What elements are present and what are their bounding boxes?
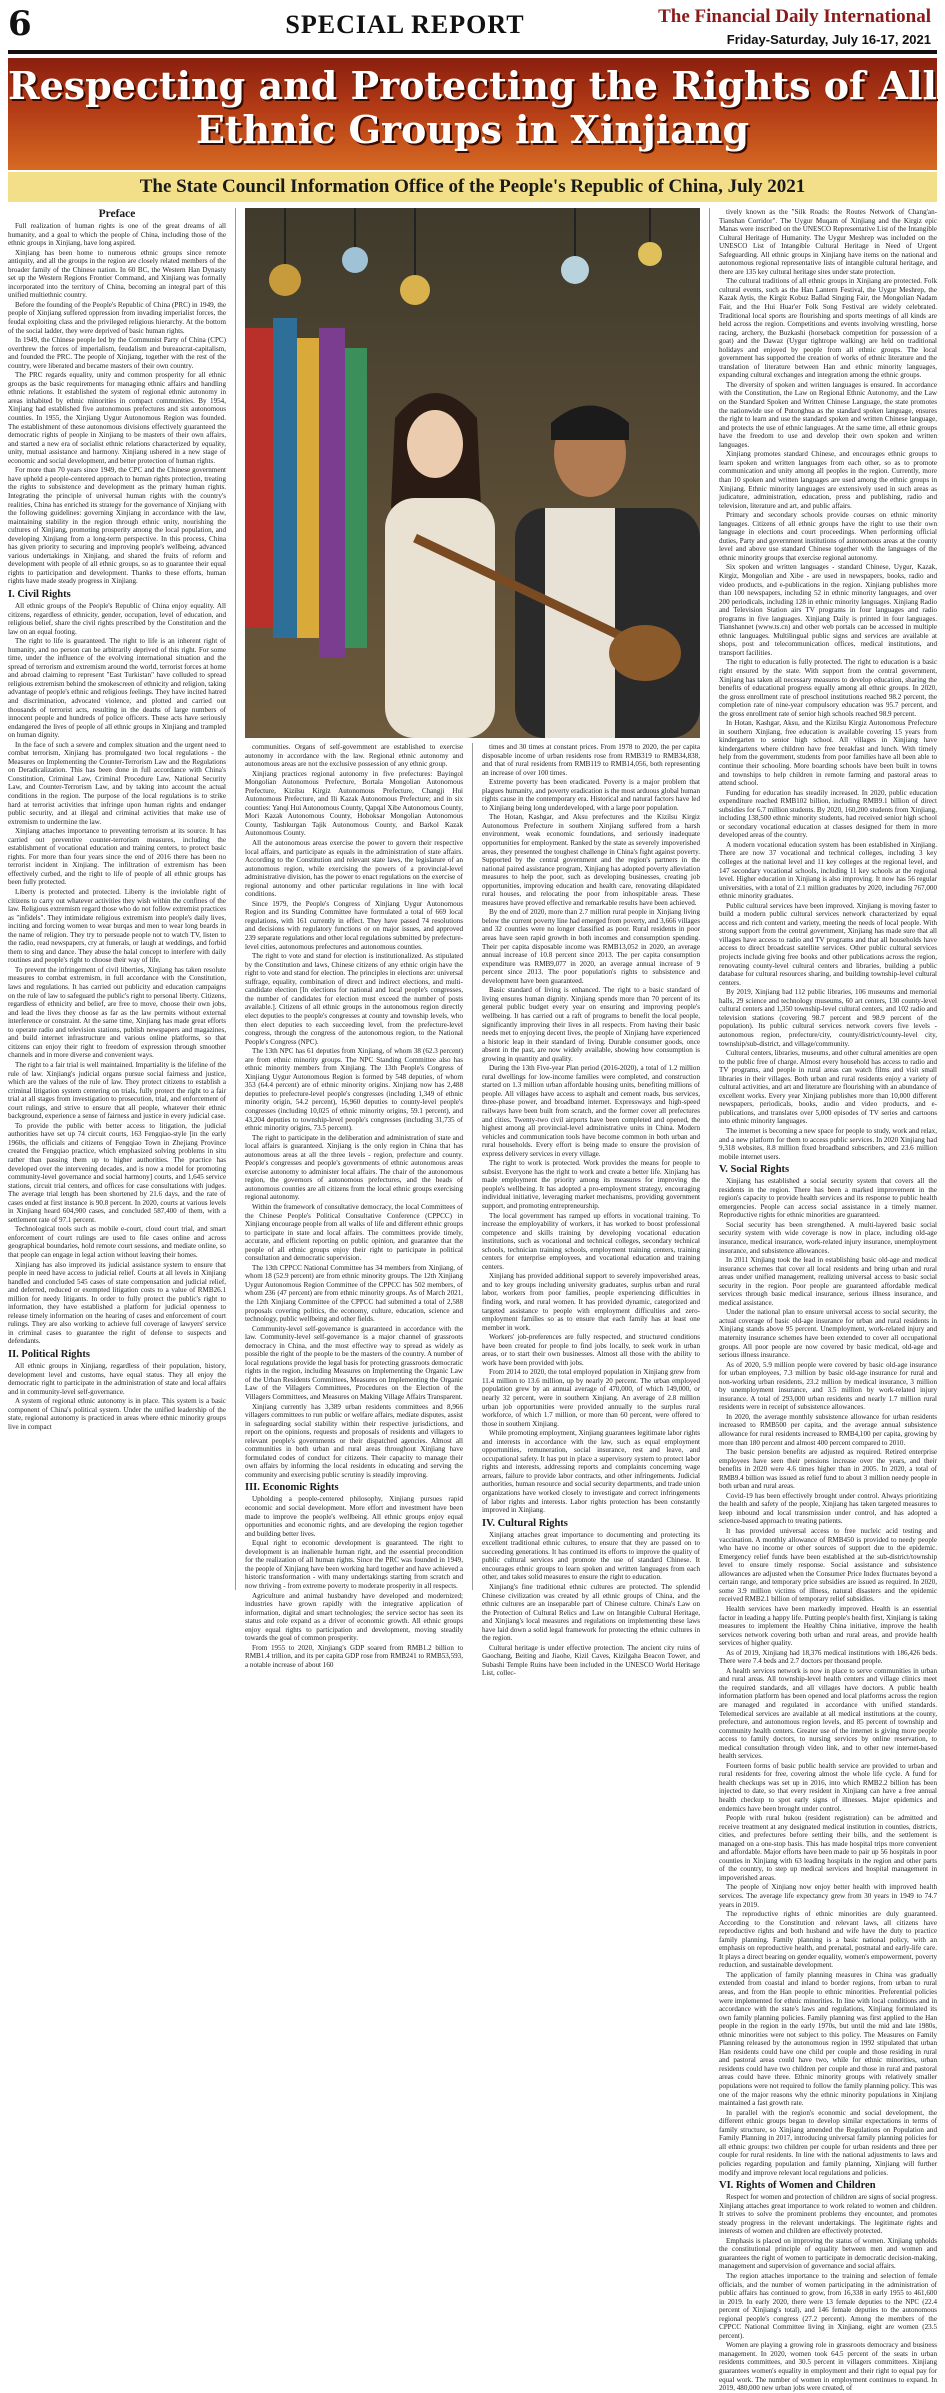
- masthead: The Financial Daily International: [658, 6, 931, 27]
- paragraph: Extreme poverty has been eradicated. Poverty is a major problem that plagues humanity, and poverty eradication is the most arduous global human rights cause in the contemporary era. Historical and natural factors have led to Xinjiang being long underdeveloped, with a large poor population.: [482, 778, 700, 812]
- paragraph: By 2019, Xinjiang had 112 public libraries, 106 museums and memorial halls, 29 science and technology museums, 60 art centers, 130 county-level cultural centers and 1,350 township-level cultural centers, and 102 radio and television stations (covering 98.7 percent and 98.9 percent of the population). Its public cultural services network covers five levels - autonomous region, prefecture/city, county/district/county-level city, township/sub-district, and village/community.: [719, 988, 937, 1048]
- paragraph: tively known as the "Silk Roads: the Routes Network of Chang'an-Tianshan Corridor". The Uygur Muqam of Xinjiang and the Kirgiz epic Manas were inscribed on the UNESCO Representative List of the Intangible Cultural Heritage of Humanity. The Uygur Meshrep was included on the UNESCO List of Intangible Cultural Heritage in Need of Urgent Safeguarding. All ethnic groups in Xinjiang have items on the national and autonomous regional representative lists of intangible cultural heritage, and there are 135 key cultural heritage sites under state protection.: [719, 208, 937, 276]
- paragraph: Liberty is protected and protected. Liberty is the inviolable right of citizens to carry out whatever activities they wish within the confines of the law. Religious extremism regard those who do not follow extremist practices as "infidels". They intimidate religious extremism into people's daily lives, inciting and forcing women to wear burqas and men to wear long beards in the name of religion. They try to persuade people not to watch TV, listen to the radio, read newspapers, cry at funerals, or laugh at weddings, and forbid them to sing and dance. They abuse the halal concept to interfere with daily routines and people's right to choose their way of life.: [8, 888, 227, 965]
- paragraph: The internet is becoming a new space for people to study, work and relax, and a new platform for them to access public services. In 2020 Xinjiang had 9,318 websites, 8.8 million fixed broadband subscribers, and 23.6 million mobile internet users.: [719, 1126, 937, 1161]
- paragraph: A system of regional ethnic autonomy is in place. This system is a basic component of China's political system. Under the unified leadership of the state, regional autonomy is practiced in areas where ethnic minority groups live in compact: [8, 1397, 226, 1431]
- paragraph: Technological tools such as mobile e-court, cloud court trial, and smart enforcement of court rulings are used to file cases online and across geographical boundaries, hold remote court sessions, and mediate online, so that people can engage in legal action without leaving their homes.: [8, 1225, 226, 1259]
- paragraph: The application of family planning measures in China was gradually extended from coastal and inland to border regions, from urban to rural areas, and from the Han people to ethnic minorities. Preferential policies were implemented for ethnic minorities. In line with local conditions and in accordance with the state's laws and regulations, Xinjiang formulated its own family planning policies. Family planning was first applied to the Han people in the region in the early 1970s, but until the mid and late 1980s, ethnic minorities were not subject to this policy. The Measures on Family Planning released by the autonomous region in 1992 stipulated that urban Han residents could have one child per couple and those residing in rural and pastoral areas could have two, while for ethnic minorities, urban residents could have two children per couple and those in rural and pastoral areas could have three. Ethnic minority groups with relatively smaller populations were not required to follow the family planning policy. This was one of the major reasons why the ethnic minority populations in Xinjiang maintained a fast growth rate.: [719, 1970, 937, 2108]
- page-number: 6: [8, 4, 32, 44]
- paragraph: Xinjiang attaches great importance to documenting and protecting its excellent traditional ethnic cultures, to ensure that they are passed on to succeeding generations. It has continued its efforts to improve the quality of public cultural services and promote the use of standard Chinese. It encourages ethnic groups to learn spoken and written languages from each other, and takes solid measures to ensure the right to education.: [482, 1530, 700, 1582]
- paragraph: The basic pension benefits are adjusted as required. Retired enterprise employees have seen their pensions increase over the years, and their benefits in 2020 were 4.6 times higher than in 2005. In 2020, a total of RMB9.4 billion was issued as relief fund to about 3 million needy people in both urban and rural areas.: [719, 1448, 937, 1491]
- paragraph: Xinjiang has established a social security system that covers all the residents in the region. There has been a marked improvement in the region's capacity to provide health services and its response to public health emergencies. People can access social assistance in a timely manner. Reproductive rights for ethnic minorities are guaranteed.: [719, 1177, 937, 1220]
- article-photo: [245, 208, 700, 738]
- paragraph: Agriculture and animal husbandry have developed and modernized; industries have grown rapidly with the integrative application of information, digital and smart technologies; the service sector has seen its status and role expand as a driver of economic growth. All ethnic groups enjoy equal rights to participation and development, moving steadily towards the goal of common prosperity.: [245, 1591, 463, 1643]
- preface-heading: Preface: [98, 208, 136, 220]
- paragraph: In Hotan, Kashgar, Aksu, and the Kizilsu Kirgiz Autonomous Prefecture in southern Xinjiang, free education is available covering 15 years from kindergarten to senior high school. All villages in Xinjiang have kindergartens where children have free breakfast and lunch. With timely help from the government, students from poor families have all been able to continue their schooling. More boarding schools have been built in towns and townships to help children in remote farming and pastoral areas to attend school.: [719, 719, 937, 788]
- paragraph: Six spoken and written languages - standard Chinese, Uygur, Kazak, Kirgiz, Mongolian and Xibe - are used in newspapers, books, radio and video products, and e-publications in the region. Xinjiang publishes more than 100 newspapers, including 52 in ethnic minority languages, and over 200 periodicals, including 128 in ethnic minority languages. Xinjiang Radio and Television Station airs TV programs in four languages and radio programs in five languages. Xinjiang Daily is printed in four languages. Tianshannet (www.ts.cn) and other web portals can be accessed in multiple ethnic languages. Multilingual public signs and services are available at shops, post and telecommunication offices, medical institutions, and transport facilities.: [719, 563, 937, 657]
- paragraph: Equal right to economic development is guaranteed. The right to development is an inalienable human right, and the essential precondition for the realization of all human rights. Since the PRC was founded in 1949, the people of Xinjiang have been working hard together and have achieved a historic transformation - with many undertakings starting from scratch and now thriving - from extreme poverty to moderate prosperity in all respects.: [245, 1539, 463, 1590]
- paragraph: All the autonomous areas exercise the power to govern their respective local affairs, and participate as equals in the administration of state affairs. According to the Constitution and relevant state laws, the legislature of an autonomous region, while exercising the powers of a provincial-level administrative division, has the power to enact regulations on the exercise of regional autonomy and other particular regulations in line with local conditions.: [245, 839, 463, 899]
- paragraph: Health services have been markedly improved. Health is an essential factor in leading a happy life. Putting people's health first, Xinjiang is taking measures to implement the Healthy China initiative, improve the health services network covering both urban and rural areas, and provide health services of higher quality.: [719, 1604, 937, 1648]
- paragraph: The cultural traditions of all ethnic groups in Xinjiang are protected. Folk cultural events, such as the Han Lantern Festival, the Uygur Meshrep, the Kazak Aytis, the Kirgiz Kobuz Ballad Singing Fair, the Mongolian Nadam Fair, and the Hui Huar'er Folk Song Festival are widely celebrated. Traditional local sports are flourishing and sports meetings of all kinds are held across the region. Competitions and events involving wrestling, horse racing, archery, the Buzkashi (horseback competition for possession of a goat) and the Dawaz (Uygur tightrope walking) are held on traditional holidays and enjoyed by people from all ethnic groups. The local government has supported the creation of works of ethnic literature and the translation of literature between Han and ethnic minority languages, expanding cultural exchanges and integration among the ethnic groups.: [719, 277, 937, 380]
- article-body: [8, 208, 937, 2393]
- paragraph: Public cultural services have been improved. Xinjiang is moving faster to build a modern public cultural services network characterized by equal access and rich content and variety, meeting the needs of local people. With strong support from the central government, Xinjiang has made sure that all villages have access to radio and TV programs and that all households have access to direct broadcast satellite services. Other public cultural services projects include giving free books and other publications across the region, renovating county-level cultural centers and libraries, building a public database for cultural resources sharing, and building township-level cultural centers.: [719, 901, 937, 987]
- civil-rights-heading: I. Civil Rights: [8, 588, 71, 600]
- paragraph: Xinjiang has been home to numerous ethnic groups since remote antiquity, and all the groups in the region are closely related members of the broader family of the Chinese nation. In 60 BC, the Western Han Dynasty set up the Western Regions Frontier Command, and Xinjiang was formally incorporated into the territory of China, becoming an integral part of this unified multiethnic country.: [8, 248, 226, 300]
- paragraph: Xinjiang has provided additional support to severely impoverished areas, and to key groups including university graduates, surplus urban and rural labor, workers from poor families, people experiencing difficulties in finding work, and rural women. It has provided dynamic, categorized and targeted assistance to people with employment difficulties and zero-employment families so as to ensure that each family has at least one member in work.: [482, 1272, 700, 1332]
- photo-illustration: [245, 208, 700, 738]
- paragraph: From 1955 to 2020, Xinjiang's GDP soared from RMB1.2 billion to RMB1.4 trillion, and its per capita GDP rose from RMB241 to RMB53,593, a notable increase of about 160: [245, 1643, 463, 1669]
- paragraph: The PRC regards equality, unity and common prosperity for all ethnic groups as the basic requirements for managing ethnic affairs and handling ethnic relations. It established the system of regional ethnic autonomy in areas inhabited by ethnic minorities in compact communities. By 1954, Xinjiang had established five autonomous prefectures and six autonomous counties. In 1955, the Xinjiang Uygur Autonomous Region was founded. The establishment of these autonomous divisions effectively guaranteed the democratic rights of people in Xinjiang to be masters of their own affairs, and started a new era of socialist ethnic relations characterized by equality, unity, mutual assistance and harmony. Xinjiang ushered in a new stage of economic and social development, and better protection of human rights.: [8, 371, 226, 465]
- paragraph: To prevent the infringement of civil liberties, Xinjiang has taken resolute measures to combat extremism, in full accordance with the Constitution, laws and regulations. It has carried out publicity and education campaigns on the rule of law to safeguard the public's right to personal liberty. Citizens, regardless of ethnicity and belief, are free to move, choose their own jobs, and lead the lives they choose as far as the law permits without external interference or constraint. At the same time, Xinjiang has made great efforts to operate radio and television stations, publish newspapers and magazines, and build internet infrastructure and various online platforms, so that citizens can enjoy their right to freedom of expression through smoother channels and in more diverse and convenient ways.: [8, 965, 226, 1060]
- paragraph: Funding for education has steadily increased. In 2020, public education expenditure reached RMB102 billion, including RMB9.1 billion of direct subsidies for 6.7 million students. By 2020, 160,200 students from Xinjiang, including 138,500 ethnic minority students, had received senior high school or secondary vocational education at classes designed for them in more developed areas of the country.: [719, 788, 937, 840]
- paragraph: In 2020, the average monthly subsistence allowance for urban residents increased to RMB500 per capita, and the average annual subsistence allowance for rural residents increased to RMB4,100 per capita, growing by more than 180 percent and almost 400 percent compared to 2010.: [719, 1412, 937, 1447]
- paragraph: The 13th CPPCC National Committee has 34 members from Xinjiang, of whom 18 (52.9 percent) are from ethnic minority groups. The 12th Xinjiang Uygur Autonomous Region Committee of the CPPCC has 502 members, of whom 236 (47 percent) are from ethnic minority groups. As of March 2021, the 12th Xinjiang Committee of the CPPCC had submitted a total of 2,588 proposals covering politics, the economy, culture, education, science and technology, public wellbeing and other fields.: [245, 1263, 463, 1324]
- paragraph: It has provided universal access to free nucleic acid testing and vaccination. A monthly allowance of RMB450 is provided to needy people who have no income or other sources of support due to the epidemic. Emergency relief funds have been established at the sub-district/township level to ensure timely response. Social assistance and subsistence allowances are adjusted when the Consumer Price Index fluctuates beyond a certain range, and temporary price subsidies are issued as required. In 2020, some 3.9 million victims of illness, natural disasters and the epidemic received RMB2.1 billion of temporary relief subsidies.: [719, 1527, 937, 1604]
- hanging-textiles: [245, 318, 367, 658]
- political-rights-heading: II. Political Rights: [8, 1349, 90, 1360]
- paragraph: The right to education is fully protected. The right to education is a basic right ensured by the state. With support from the central government, Xinjiang has taken all necessary measures to develop education, sharing the benefits of educational progress equally among all ethnic groups. In 2020, the gross enrollment rate of preschool institutions reached 98.2 percent, the completion rate of nine-year compulsory education was 95.7 percent, and the gross enrollment rate of senior high schools reached 98.9 percent.: [719, 658, 937, 718]
- paragraph: From 2014 to 2020, the total employed population in Xinjiang grew from 11.4 million to 13.6 million, up by nearly 20 percent. The urban employed population grew by an annual average of 470,000, of which 149,000, or nearly 32 percent, were in southern Xinjiang. An average of 2.8 million urban job opportunities were provided annually to the surplus rural workforce, of which 1.7 million, or more than 60 percent, were offered to those in southern Xinjiang.: [482, 1368, 700, 1428]
- paragraph: The Hotan, Kashgar, and Aksu prefectures and the Kizilsu Kirgiz Autonomous Prefecture in southern Xinjiang suffered from a harsh environment, weak economic foundations, and seriously inadequate opportunities for employment. Ranked by the state as severely impoverished areas, they presented the toughest challenge in China's fight against poverty. Supported by the central government and the region's partners in the national paired assistance program, Xinjiang has adopted poverty alleviation measures to help the poor, such as developing businesses, creating job opportunities, improving education and health care, renovating dilapidated rural houses, and relocating the poor from inhospitable areas. These measures have proved effective and remarkable results have been achieved.: [482, 813, 700, 907]
- paragraph: The region attaches importance to the training and selection of female officials, and the number of women participating in the administration of public affairs has continued to grow, from 16,338 in early 1955 to 461,600 in 2019. In early 2020, there were 13 female deputies to the NPC (22.4 percent of Xinjiang's total), and 146 female deputies to the autonomous regional people's congress (27.2 percent). Among the members of the CPPCC National Committee living in Xinjiang, eight are women (23.5 percent).: [719, 2271, 937, 2340]
- dateline: Friday-Saturday, July 16-17, 2021: [726, 32, 931, 47]
- paragraph: In 2011 Xinjiang took the lead in establishing basic old-age and medical insurance schemes that cover all local residents and bring urban and rural areas under unified management, realizing universal access to basic social security in the region. Poor people are guaranteed affordable medical services through basic medical insurance, serious illness insurance, and medical assistance.: [719, 1256, 937, 1307]
- cultural-rights-heading: IV. Cultural Rights: [482, 1517, 568, 1529]
- column-1: [8, 208, 226, 1590]
- paragraph: To provide the public with better access to litigation, the judicial authorities have set up 74 circuit courts, 163 Fengqiao-style [in the early 1960s, the officials and citizens of Fengqiao Town in Zhejiang Province created the Fengqiao practice, which emphasized solving problems in situ rather than passing them up to higher authorities. The practice has developed over the intervening decades, and is now a model for promoting community-level governance and social harmony] courts, and 1,645 service stations, circuit trial centers, and offices for case consultations with judges. The average trial length has been shortened by 21.6 days, and the rate of cases ended at first instance is 90.8 percent. In 2020, courts at various levels in Xinjiang heard 604,900 cases, and concluded 587,400 of them, with a settlement rate of 97.1 percent.: [8, 1121, 226, 1224]
- column-4: [719, 208, 937, 2393]
- headline-line-2: Ethnic Groups in Xinjiang: [195, 107, 750, 152]
- column-3: [482, 743, 700, 1678]
- paragraph: times and 30 times at constant prices. From 1978 to 2020, the per capita disposable income of urban residents rose from RMB319 to RMB34,838, and that of rural residents from RMB119 to RMB14,056, both representing an increase of over 100 times.: [482, 743, 700, 777]
- paragraph: The right to participate in the deliberation and administration of state and local affairs is guaranteed. Xinjiang is the only region in China that has autonomous areas at all the three levels - region, prefecture and county. People's congresses and people's governments of ethnic autonomous areas exercise autonomy to administer local affairs. The chair of the autonomous region, the governors of autonomous prefectures, and the heads of autonomous counties are all citizens from the local ethnic groups exercising regional autonomy.: [245, 1133, 463, 1202]
- section-title: SPECIAL REPORT: [285, 10, 525, 39]
- paragraph: Xinjiang attaches importance to preventing terrorism at its source. It has carried out preventive counter-terrorism measures, including the establishment of vocational education and training centers, to protect basic rights. For more than four years since the end of 2016 there has been no terrorist incident in Xinjiang. The infiltration of extremism has been effectively curbed, and the right to life of people of all ethnic groups has been fully protected.: [8, 827, 226, 887]
- paragraph: As of 2019, Xinjiang had 18,376 medical institutions with 186,426 beds. There were 7.4 beds and 2.7 doctors per thousand people.: [719, 1648, 937, 1666]
- header-rule: [8, 50, 937, 54]
- column-divider: [709, 208, 710, 1590]
- paragraph: By the end of 2020, more than 2.7 million rural people in Xinjiang living below the current poverty line had emerged from poverty, and 3,666 villages and 32 counties were no longer classified as poor. Rural residents in poor areas have seen rapid growth in both incomes and consumption spending. Their per capita disposable income was RMB13,052 in 2020, an average annual increase of 10.8 percent since 2013. The per capita consumption expenditure was RMB9,077 in 2020, an average annual increase of 9 percent since 2013. The poor population's rights to subsistence and development have been guaranteed.: [482, 908, 700, 985]
- paragraph: All ethnic groups in Xinjiang, regardless of their population, history, development level and customs, have equal status. They all enjoy the democratic right to participate in the administration of state and local affairs and in community-level self-governance.: [8, 1362, 226, 1396]
- paragraph: Xinjiang has also improved its judicial assistance system to ensure that people in need have access to judicial relief. Courts at all levels in Xinjiang handled and concluded 545 cases of state compensation and judicial relief, and deferred, reduced or exempted litigation costs to a value of RMB26.1 million for needy litigants. In order to fully protect the public's right to information, they have established a platform for judicial openness to release timely information on the hearing of cases and enforcement of court rulings. They are also working to achieve full coverage of lawyers' service in criminal cases to guarantee the right of defense to suspects and defendants.: [8, 1260, 226, 1346]
- paragraph: The reproductive rights of ethnic minorities are duly guaranteed. According to the Constitution and relevant laws, all citizens have reproductive rights and both husband and wife have the duty to practice family planning. Family planning is a basic national policy, with an emphasis on reproductive health, and prenatal, postnatal and early-life care. It plays a direct bearing on gender equality, women's empowerment, poverty reduction, and sustainable development.: [719, 1910, 937, 1970]
- paragraph: For more than 70 years since 1949, the CPC and the Chinese government have upheld a people-centered approach to human rights protection, treating the rights to subsistence and development as the primary human rights. Integrating the principle of universal human rights with the country's realities, China has enriched its strategy for the governance of Xinjiang with the following guidelines: governing Xinjiang in accordance with the law, maintaining stability in the region through ethnic unity, nourishing the cultures of Xinjiang, promoting prosperity among the local population, and developing Xinjiang from a long-term perspective. In this process, China has given priority to securing and improving people's wellbeing, advanced various undertakings in Xinjiang, and shared the fruits of reform and development with people of all ethnic groups, so as to guarantee their equal rights to participation and development. Thanks to these efforts, human rights have made steady progress in Xinjiang.: [8, 466, 226, 586]
- paragraph: Upholding a people-centered philosophy, Xinjiang pursues rapid economic and social development. More effort and investment have been made to improve the people's wellbeing. All ethnic groups enjoy equal opportunities and economic rights, and are developing the region together and building better lives.: [245, 1495, 463, 1538]
- paragraph: Cultural heritage is under effective protection. The ancient city ruins of Gaochang, Beiting and Jiaohe, Kizil Caves, Kizilgaha Beacon Tower, and Subashi Temple Ruins have been included in the UNESCO World Heritage List, collec-: [482, 1643, 700, 1678]
- paragraph: The right to vote and stand for election is institutionalized. As stipulated by the Constitution and laws, Chinese citizens of any ethnic origin have the right to vote and stand for election. The principles in elections are: universal suffrage, equality, combination of direct and indirect elections, and multi-candidate election [In elections for national and local people's congresses, the number of candidates for election must exceed the number of posts available.]. Citizens of all ethnic groups in the autonomous region directly elect deputies to the people's congresses at county and township levels, who then elect deputies to each succeeding level, from the prefecture-level congress, through the congress of the autonomous region, to the National People's Congress (NPC).: [245, 952, 463, 1046]
- headline: [8, 64, 937, 152]
- paragraph: Emphasis is placed on improving the status of women. Xinjiang upholds the constitutional principle of equality between men and women and guarantees the right of women to participate in democratic decision-making, management and supervision of governance and social affairs.: [719, 2236, 937, 2271]
- economic-rights-heading: III. Economic Rights: [245, 1482, 339, 1494]
- column-divider: [235, 208, 236, 1590]
- paragraph: The right to a fair trial is well maintained. Impartiality is the lifeline of the rule of law. Xinjiang's judicial organs pursue social fairness and justice, which are the values of the rule of law. They protect citizens to establish a criminal litigation system centering on trials, fully protect the right to a fair trial at all stages from investigation to prosecution, trial, and enforcement of court rulings, and strive to ensure that all people, whatever their ethnic background, experience a sense of fairness and justice in every judicial case.: [8, 1060, 226, 1121]
- social-rights-heading: V. Social Rights: [719, 1164, 790, 1176]
- women-children-rights-heading: VI. Rights of Women and Children: [719, 2180, 876, 2192]
- paragraph: Social security has been strengthened. A multi-layered basic social security system with wide coverage is now in place, including old-age insurance, medical insurance, work-related injury insurance, unemployment insurance, and subsistence allowances.: [719, 1220, 937, 1255]
- byline-subhead: The State Council Information Office of the People's Republic of China, July 2021: [8, 172, 937, 202]
- paragraph: Cultural centers, libraries, museums, and other cultural amenities are open to the public free of charge. Almost every household has access to radio and TV programs, and people in rural areas can watch films and visit small libraries in their villages. Both urban and rural residents enjoy a variety of cultural activities, and art and literature are flourishing with an abundance of excellent works. Every year Xinjiang publishes more than 10,000 different newspapers, periodicals, books, audio and video products, and e-publications, and translates over 5,000 episodes of TV series and cartoons into ethnic minority languages.: [719, 1049, 937, 1126]
- paragraph: In parallel with the region's economic and social development, the different ethnic groups began to develop similar expectations in terms of family structure, so Xinjiang amended the Regulations on Population and Family Planning in 2017, introducing universal family planning policies for all ethnic groups: two children per couple for urban residents and three per couple for rural residents. In line with the national adjustments to laws and policies regarding population and family planning, Xinjiang will further modify and improve relevant local regulations and policies.: [719, 2108, 937, 2177]
- paragraph: Since 1979, the People's Congress of Xinjiang Uygur Autonomous Region and its Standing Committee have formulated a total of 669 local regulations, with 161 currently in effect. They have passed 74 resolutions and decisions with regulatory functions or on major issues, and approved 239 separate regulations and other local regulations submitted by prefecture-level cities, autonomous prefectures and autonomous counties.: [245, 899, 463, 951]
- column-2: [245, 743, 464, 1669]
- paragraph: Fourteen forms of basic public health service are provided to urban and rural residents for free, covering almost the whole life cycle. A fund for health checkups was set up in 2016, into which RMB2.2 billion has been injected to date, so that every resident in Xinjiang can have a free annual health checkup to spot early signs of illnesses. Major epidemics and endemics have been brought under control.: [719, 1761, 937, 1813]
- paragraph: Basic standard of living is enhanced. The right to a basic standard of living ensures human dignity. Xinjiang spends more than 70 percent of its general public budget every year on ensuring and improving people's wellbeing. It has carried out a raft of programs to benefit the local people, significantly improving their lives in all respects. From having their basic needs met to enjoying decent lives, the people of Xinjiang have experienced a historic leap in their standard of living. Durable consumer goods, once absent in the past, are now widely available, showing how consumption is growing in quantity and quality.: [482, 986, 700, 1063]
- paragraph: Under the national plan to ensure universal access to social security, the actual coverage of basic old-age insurance for urban and rural residents in Xinjiang stands above 95 percent. Unemployment, work-related injury and maternity insurance schemes have been extended to cover all occupational groups. All poor people are now covered by basic medical, old-age and serious illness insurance.: [719, 1308, 937, 1360]
- paragraph: Xinjiang promotes standard Chinese, and encourages ethnic groups to learn spoken and written languages from each other, so as to promote communication and unity among all peoples in the region. Currently, more than 10 spoken and written languages are used among the ethnic groups in Xinjiang. Ethnic minority languages are extensively used in such areas as judicature, administration, education, press and publishing, radio and television, literature and art, and public affairs.: [719, 450, 937, 510]
- paragraph: The diversity of spoken and written languages is ensured. In accordance with the Constitution, the Law on Regional Ethnic Autonomy, and the Law on the Standard Spoken and Written Chinese Language, the state promotes the nationwide use of Putonghua as the standard spoken language, ensures the right to learn and use the standard spoken and written Chinese language, and protects the use of ethnic languages. At the same time, all ethnic groups have the freedom to use and develop their own spoken and written languages.: [719, 380, 937, 449]
- paragraph: People with rural hukou (resident registration) can be admitted and receive treatment at any designated medical institution in counties, districts, cities, and prefectures before settling their bills, and the settlement is managed on a one-stop basis. This has made hospital trips more convenient and affordable. Major efforts have been made to pair up 56 hospitals in poor counties in Xinjiang with 63 leading hospitals in the region and other parts of the country, to step up medical services and hospital management in impoverished areas.: [719, 1814, 937, 1882]
- paragraph: During the 13th Five-year Plan period (2016-2020), a total of 1.2 million rural dwellings for low-income families were completed, and construction started on 1.3 million urban affordable housing units, benefiting millions of people. All villages have access to asphalt and cement roads, bus services, three-phase power, and broadband internet. Expressways and high-speed railways have been built from scratch, and the former cover all prefectures and cities. Twenty-two civil airports have been completed and opened, the highest among all provincial-level administrative units in China. Modern vehicles and communication tools have become common in both urban and rural households. Every effort is being made to ensure the provision of express delivery services in every village.: [482, 1064, 700, 1158]
- column-divider: [472, 743, 473, 1590]
- paragraph: A health services network is now in place to serve communities in urban and rural areas. All township-level health centers and village clinics meet the required standards, and all villages have doctors. A public health information platform has been opened and local platforms across the region are managed and regulated in accordance with unified standards. Telemedical services are available at all medical institutions at the county, prefecture, and autonomous region levels, and 85 percent of township and community health centers. Greater use of the internet is giving more people access to family doctors, to nursing services by online reservation, to medical consultation through video link, and to other new internet-based health services.: [719, 1666, 937, 1761]
- paragraph: The people of Xinjiang now enjoy better health with improved health services. The average life expectancy grew from 30 years in 1949 to 74.7 years in 2019.: [719, 1883, 937, 1909]
- paragraph: A modern vocational education system has been established in Xinjiang. There are now 37 vocational and technical colleges, including 3 key colleges at the national level and 11 key colleges at the regional level, and 147 secondary vocational schools, including 11 key schools at the regional level. Higher education in Xinjiang is also improving. It now has 56 regular universities, with a total of 2.1 million graduates by 2020, including 767,000 ethnic minority graduates.: [719, 840, 937, 901]
- paragraph: All ethnic groups of the People's Republic of China enjoy equality. All citizens, regardless of ethnicity, gender, occupation, level of education, and religious belief, share the civil rights prescribed by the Constitution and the law on an equal footing.: [8, 601, 226, 636]
- paragraph: Covid-19 has been effectively brought under control. Always prioritizing the health and safety of the people, Xinjiang has taken targeted measures to keep inbound and local transmission under control, and has adopted a science-based approach to treating patients.: [719, 1491, 937, 1526]
- paragraph: In 1949, the Chinese people led by the Communist Party of China (CPC) overthrew the forces of imperialism, feudalism and bureaucrat-capitalism, and founded the PRC. The people of Xinjiang, together with the rest of the country, were liberated and became masters of their own country.: [8, 336, 226, 370]
- paragraph: As of 2020, 5.9 million people were covered by basic old-age insurance for urban employees, 7.3 million by basic old-age insurance for rural and non-working urban residents, 23.2 million by medical insurance, 3 million by unemployment insurance, and 3.5 million by work-related injury insurance. A total of 293,000 urban residents and nearly 1.7 million rural residents were in receipt of subsistence allowances.: [719, 1360, 937, 1412]
- paragraph: Community-level self-governance is guaranteed in accordance with the law. Community-level self-governance is a major channel of grassroots democracy in China, and the most effective way to spread as widely as possible the right of the people to be the masters of the country. A number of local regulations provide the legal basis for protecting grassroots democratic rights in the region, including Measures on Implementing the Organic Law of the Urban Residents Committees, Measures on Implementing the Organic Law of the Villagers Committees, Procedures on the Election of the Villagers Committees, and Measures on Making Village Affairs Transparent.: [245, 1324, 463, 1402]
- paragraph: While promoting employment, Xinjiang guarantees legitimate labor rights and interests in accordance with the law, such as equal employment opportunities, remuneration, social insurance, rest and leave, and occupational safety. It has put in place a supervisory system to protect labor rights and interests, addressing reports and complaints concerning wage arrears, failure to provide labor contracts, and other infringements. Judicial authorities, human resource and social security departments, and trade union organizations have worked closely to investigate and correct infringements of labor rights and interests. Labor rights protection has been constantly improved in Xinjiang.: [482, 1429, 700, 1515]
- paragraph: Respect for women and protection of children are signs of social progress. Xinjiang attaches great importance to work related to women and children. It strives to solve the prominent problems they encounter, and promotes steady progress in the relevant undertakings. The legitimate rights and interests of women and children are effectively protected.: [719, 2193, 937, 2236]
- paragraph: In the face of such a severe and complex situation and the urgent need to combat terrorism, Xinjiang has promulgated two local regulations - the Measures on Implementing the Counter-Terrorism Law and the Regulations on Deradicalization. This has been done in full accordance with China's Constitution, Criminal Law, Criminal Procedure Law, National Security Law, and Counter-Terrorism Law, and by taking into account the actual conditions in the region. The purpose of the local regulations is to strike hard at terrorist activities that infringe upon human rights and endanger public security, and at illegal and criminal activities that make use of extremism to undermine the law.: [8, 740, 226, 826]
- headline-banner: [8, 58, 937, 170]
- paragraph: Xinjiang currently has 3,389 urban residents committees and 8,966 villagers committees to run public or welfare affairs, mediate disputes, assist in safeguarding social stability within their respective jurisdictions, and report on the opinions, requests and proposals of residents and villagers to relevant people's governments or their dispatched agencies. Almost all communities in both urban and rural areas throughout Xinjiang have formulated codes of conduct for citizens. Their capacity to manage their own affairs by informing the local residents in educating and serving the community and exercising public scrutiny is steadily improving.: [245, 1402, 463, 1479]
- headline-line-1: Respecting and Protecting the Rights of All: [8, 63, 937, 108]
- paragraph: The right to life is guaranteed. The right to life is an inherent right of humanity, and no person can be arbitrarily deprived of this right. For some time, under the influence of the evolving international situation and the spread of terrorism and extremism around the world, terrorist forces at home and abroad claiming to represent "East Turkistan" have colluded to spread religious extremism behind the smokescreen of ethnicity and religion, taking advantage of people's ethnic and religious feelings. They have incited hatred and discrimination, advocated violence, and plotted and carried out thousands of terrorist acts, resulting in the deaths of large numbers of innocent people and hundreds of police officers. These acts have seriously endangered the lives of people of all ethnic groups in Xinjiang and trampled on human dignity.: [8, 637, 226, 740]
- paragraph: Women are playing a growing role in grassroots democracy and business management. In 2020, women took 64.5 percent of the seats in urban residents committees, and 30.5 percent in villagers committees. Xinjiang guarantees women's equality in employment and their right to equal pay for equal work. The number of women in employment continues to expand. In 2019, 480,000 new urban jobs were created, of: [719, 2341, 937, 2393]
- paragraph: Within the framework of consultative democracy, the local Committees of the Chinese People's Political Consultative Conference (CPPCC) in Xinjiang encourage people from all walks of life and different ethnic groups to participate in state and local affairs. The committees provide timely, accurate, and efficient reporting on public opinion, and guarantee that the people of all ethnic groups enjoy their right to participate in political consultation and democratic supervision.: [245, 1202, 463, 1263]
- paragraph: The 13th NPC has 61 deputies from Xinjiang, of whom 38 (62.3 percent) are from ethnic minority groups. The NPC Standing Committee also has ethnic minority members from Xinjiang. The 13th People's Congress of Xinjiang Uygur Autonomous Region is formed by 548 deputies, of whom 353 (64.4 percent) are of ethnic minority origins. Xinjiang now has 2,488 deputies to prefecture-level people's congresses (including 1,349 of ethnic minority origin, 54.2 percent), 16,960 deputies to county-level people's congresses (including 10,025 of ethnic minority origins, 59.1 percent), and 43,204 deputies to township-level people's congresses (including 31,735 of ethnic minority origins, 73.5 percent).: [245, 1047, 463, 1133]
- paragraph: Primary and secondary schools provide courses on ethnic minority languages. Citizens of all ethnic groups have the right to use their own language in elections and court proceedings. When performing official duties, Party and government institutions of autonomous areas at the county level and above use standard Chinese together with the languages of the ethnic minority groups that exercise regional autonomy.: [719, 511, 937, 562]
- paragraph: Before the founding of the People's Republic of China (PRC) in 1949, the people of Xinjiang suffered oppression from invading imperialist forces, the feudal exploiting class and the privileged religious hierarchy. At the bottom of the social ladder, they were deprived of basic human rights.: [8, 300, 226, 335]
- paragraph: The right to work is protected. Work provides the means for people to subsist. Everyone has the right to work and create a better life. Xinjiang has made employment the priority among its measures for improving the people's wellbeing. It has adopted a pro-employment strategy, encouraging individual initiative, leveraging market mechanisms, providing government support, and promoting entrepreneurship.: [482, 1159, 700, 1210]
- page-header: [0, 0, 945, 58]
- paragraph: Xinjiang's fine traditional ethnic cultures are protected. The splendid Chinese civilization was created by all ethnic groups of China, and the ethnic cultures are an inseparable part of Chinese culture. China's Law on the Protection of Cultural Relics and Law on Intangible Cultural Heritage, and Xinjiang's local measures and regulations on implementing these laws have laid down a solid legal framework for protecting the ethnic cultures in the region.: [482, 1582, 700, 1643]
- paragraph: communities. Organs of self-government are established to exercise autonomy in accordance with the law. Regional ethnic autonomy and autonomous areas are not the exclusive possession of any ethnic group.: [245, 743, 463, 769]
- paragraph: Workers' job-preferences are fully respected, and structured conditions have been created for people to find jobs locally, to seek work in urban areas, or to start their own businesses. Almost all those with the ability to work have been provided with jobs.: [482, 1333, 700, 1367]
- paragraph: The local government has ramped up efforts in vocational training. To increase the employability of workers, it has worked to boost professional competence and skills training by developing vocational education institutions, such as vocational and technical colleges, secondary technical schools, technician training schools, employment training centers, training centers for enterprise employees, and vocational education and training centers.: [482, 1211, 700, 1271]
- paragraph: Full realization of human rights is one of the great dreams of all humanity, and a goal to which the people of China, including those of the ethnic groups in Xinjiang, have long aspired.: [8, 222, 226, 248]
- paragraph: Xinjiang practices regional autonomy in five prefectures: Bayingol Mongolian Autonomous Prefecture, Bortala Mongolian Autonomous Prefecture, Kizilsu Kirgiz Autonomous Prefecture, Changji Hui Autonomous Prefecture, and Ili Kazak Autonomous Prefecture; and in six counties: Yanqi Hui Autonomous County, Qapqal Xibe Autonomous County, Mori Kazak Autonomous County, Hoboksar Mongolian Autonomous County, Tashkurgan Tajik Autonomous County, and Barkol Kazak Autonomous County.: [245, 769, 464, 838]
